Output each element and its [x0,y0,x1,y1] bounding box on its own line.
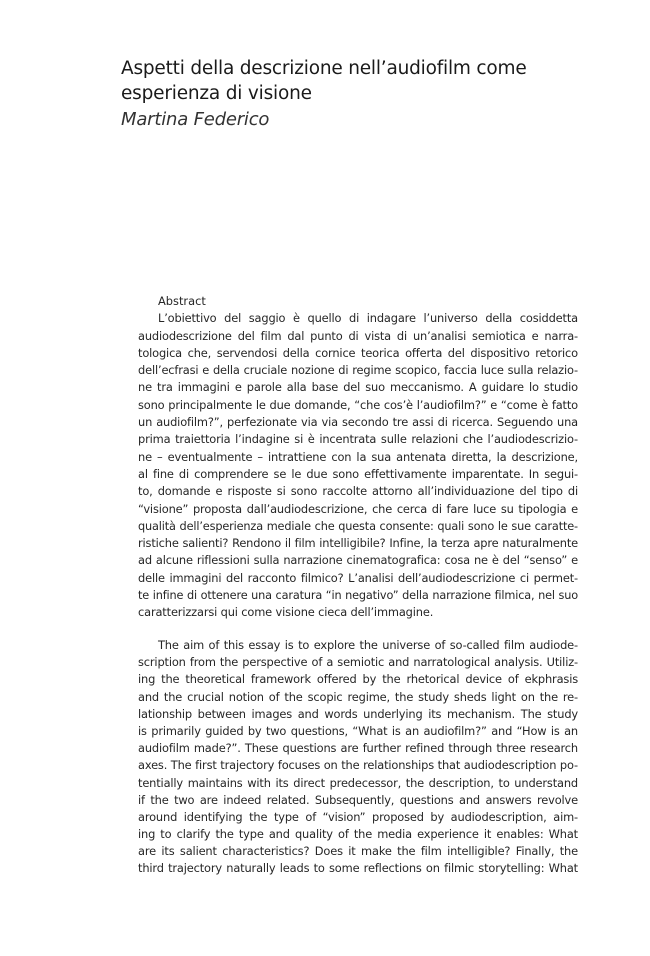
english-abstract-line: audiofilm made?”. These questions are further refined through three research [138,741,578,756]
abstract-line: tologica che, servendosi della cornice teorica offerta del dispositivo retorico [138,345,578,360]
abstract-line: to, domande e risposte si sono raccolte attorno all’individuazione del tipo di [138,484,578,499]
abstract-line: sono principalmente le due domande, “che cos’è l’audiofilm?” e “come è fatto [138,397,578,412]
english-abstract-line: axes. The first trajectory focuses on the relationships that audiodescription po- [138,758,578,773]
abstract-line: ad alcune riflessioni sulla narrazione cinematografica: cosa ne è del “senso” e [138,553,578,568]
english-abstract-line: ing to clarify the type and quality of the media experience it enables: What [138,827,578,842]
paper-title [121,56,541,106]
abstract-line: prima traiettoria l’indagine si è incentrata sulle relazioni che l’audiodescrizio- [138,432,578,447]
abstract-line: audiodescrizione del film dal punto di vista di un’analisi semiotica e narra- [138,328,578,343]
english-abstract-line: if the two are indeed related. Subsequently, questions and answers revolve [138,792,578,807]
abstract-line: un audiofilm?”, perfezionate via via secondo tre assi di ricerca. Seguendo una [138,415,578,430]
abstract-line: dell’ecfrasi e della cruciale nozione di regime scopico, faccia luce sulla relazio- [138,363,578,378]
abstract-line: L’obiettivo del saggio è quello di indagare l’universo della cosiddetta [158,311,578,326]
english-abstract-line: scription from the perspective of a semiotic and narratological analysis. Utiliz- [138,655,578,670]
english-abstract-line: lationship between images and words underlying its mechanism. The study [138,706,578,721]
paper-title-line: esperienza di visione [121,83,312,104]
english-abstract-line: The aim of this essay is to explore the universe of so-called film audiode- [158,638,578,652]
abstract-line: ne tra immagini e parole alla base del suo meccanismo. A guidare lo studio [138,380,578,395]
abstract-line: qualità dell’esperienza mediale che questa consente: quali sono le sue caratte- [138,519,578,533]
english-abstract-line: tentially maintains with its direct predecessor, the description, to understand [138,775,578,790]
author-name: Martina Federico [121,109,270,130]
abstract-line: caratterizzarsi qui come visione cieca dell’immagine. [138,605,434,620]
english-abstract-line: around identifying the type of “vision” proposed by audiodescription, aim- [138,809,578,824]
abstract-line: delle immagini del racconto filmico? L’analisi dell’audiodescrizione ci permet- [138,570,578,585]
english-abstract-line: ing the theoretical framework offered by the rhetorical device of ekphrasis [138,672,578,687]
abstract-heading: Abstract [158,294,206,308]
italian-abstract [138,293,578,622]
abstract-line: te infine di ottenere una caratura “in negativo” della narrazione filmica, nel suo [138,589,578,603]
english-abstract-line: and the crucial notion of the scopic regime, the study sheds light on the re- [138,689,578,704]
abstract-line: al fine di comprendere se le due sono effettivamente imparentate. In segui- [138,466,578,481]
paper-title-line: Aspetti della descrizione nell’audiofilm come [121,58,527,79]
english-abstract-line: third trajectory naturally leads to some reflections on filmic storytelling: What [138,861,578,876]
abstract-line: “visione” proposta dall’audiodescrizione, che cerca di fare luce su tipologia e [138,501,578,516]
english-abstract-line: are its salient characteristics? Does it make the film intelligible? Finally, the [138,844,578,859]
abstract-line: ne – eventualmente – intrattiene con la sua antenata diretta, la descrizione, [138,449,578,464]
english-abstract-line: is primarily guided by two questions, “What is an audiofilm?” and “How is an [138,723,578,738]
english-abstract [138,637,578,878]
abstract-line: ristiche salienti? Rendono il film intelligibile? Infine, la terza apre naturalmente [138,536,578,551]
